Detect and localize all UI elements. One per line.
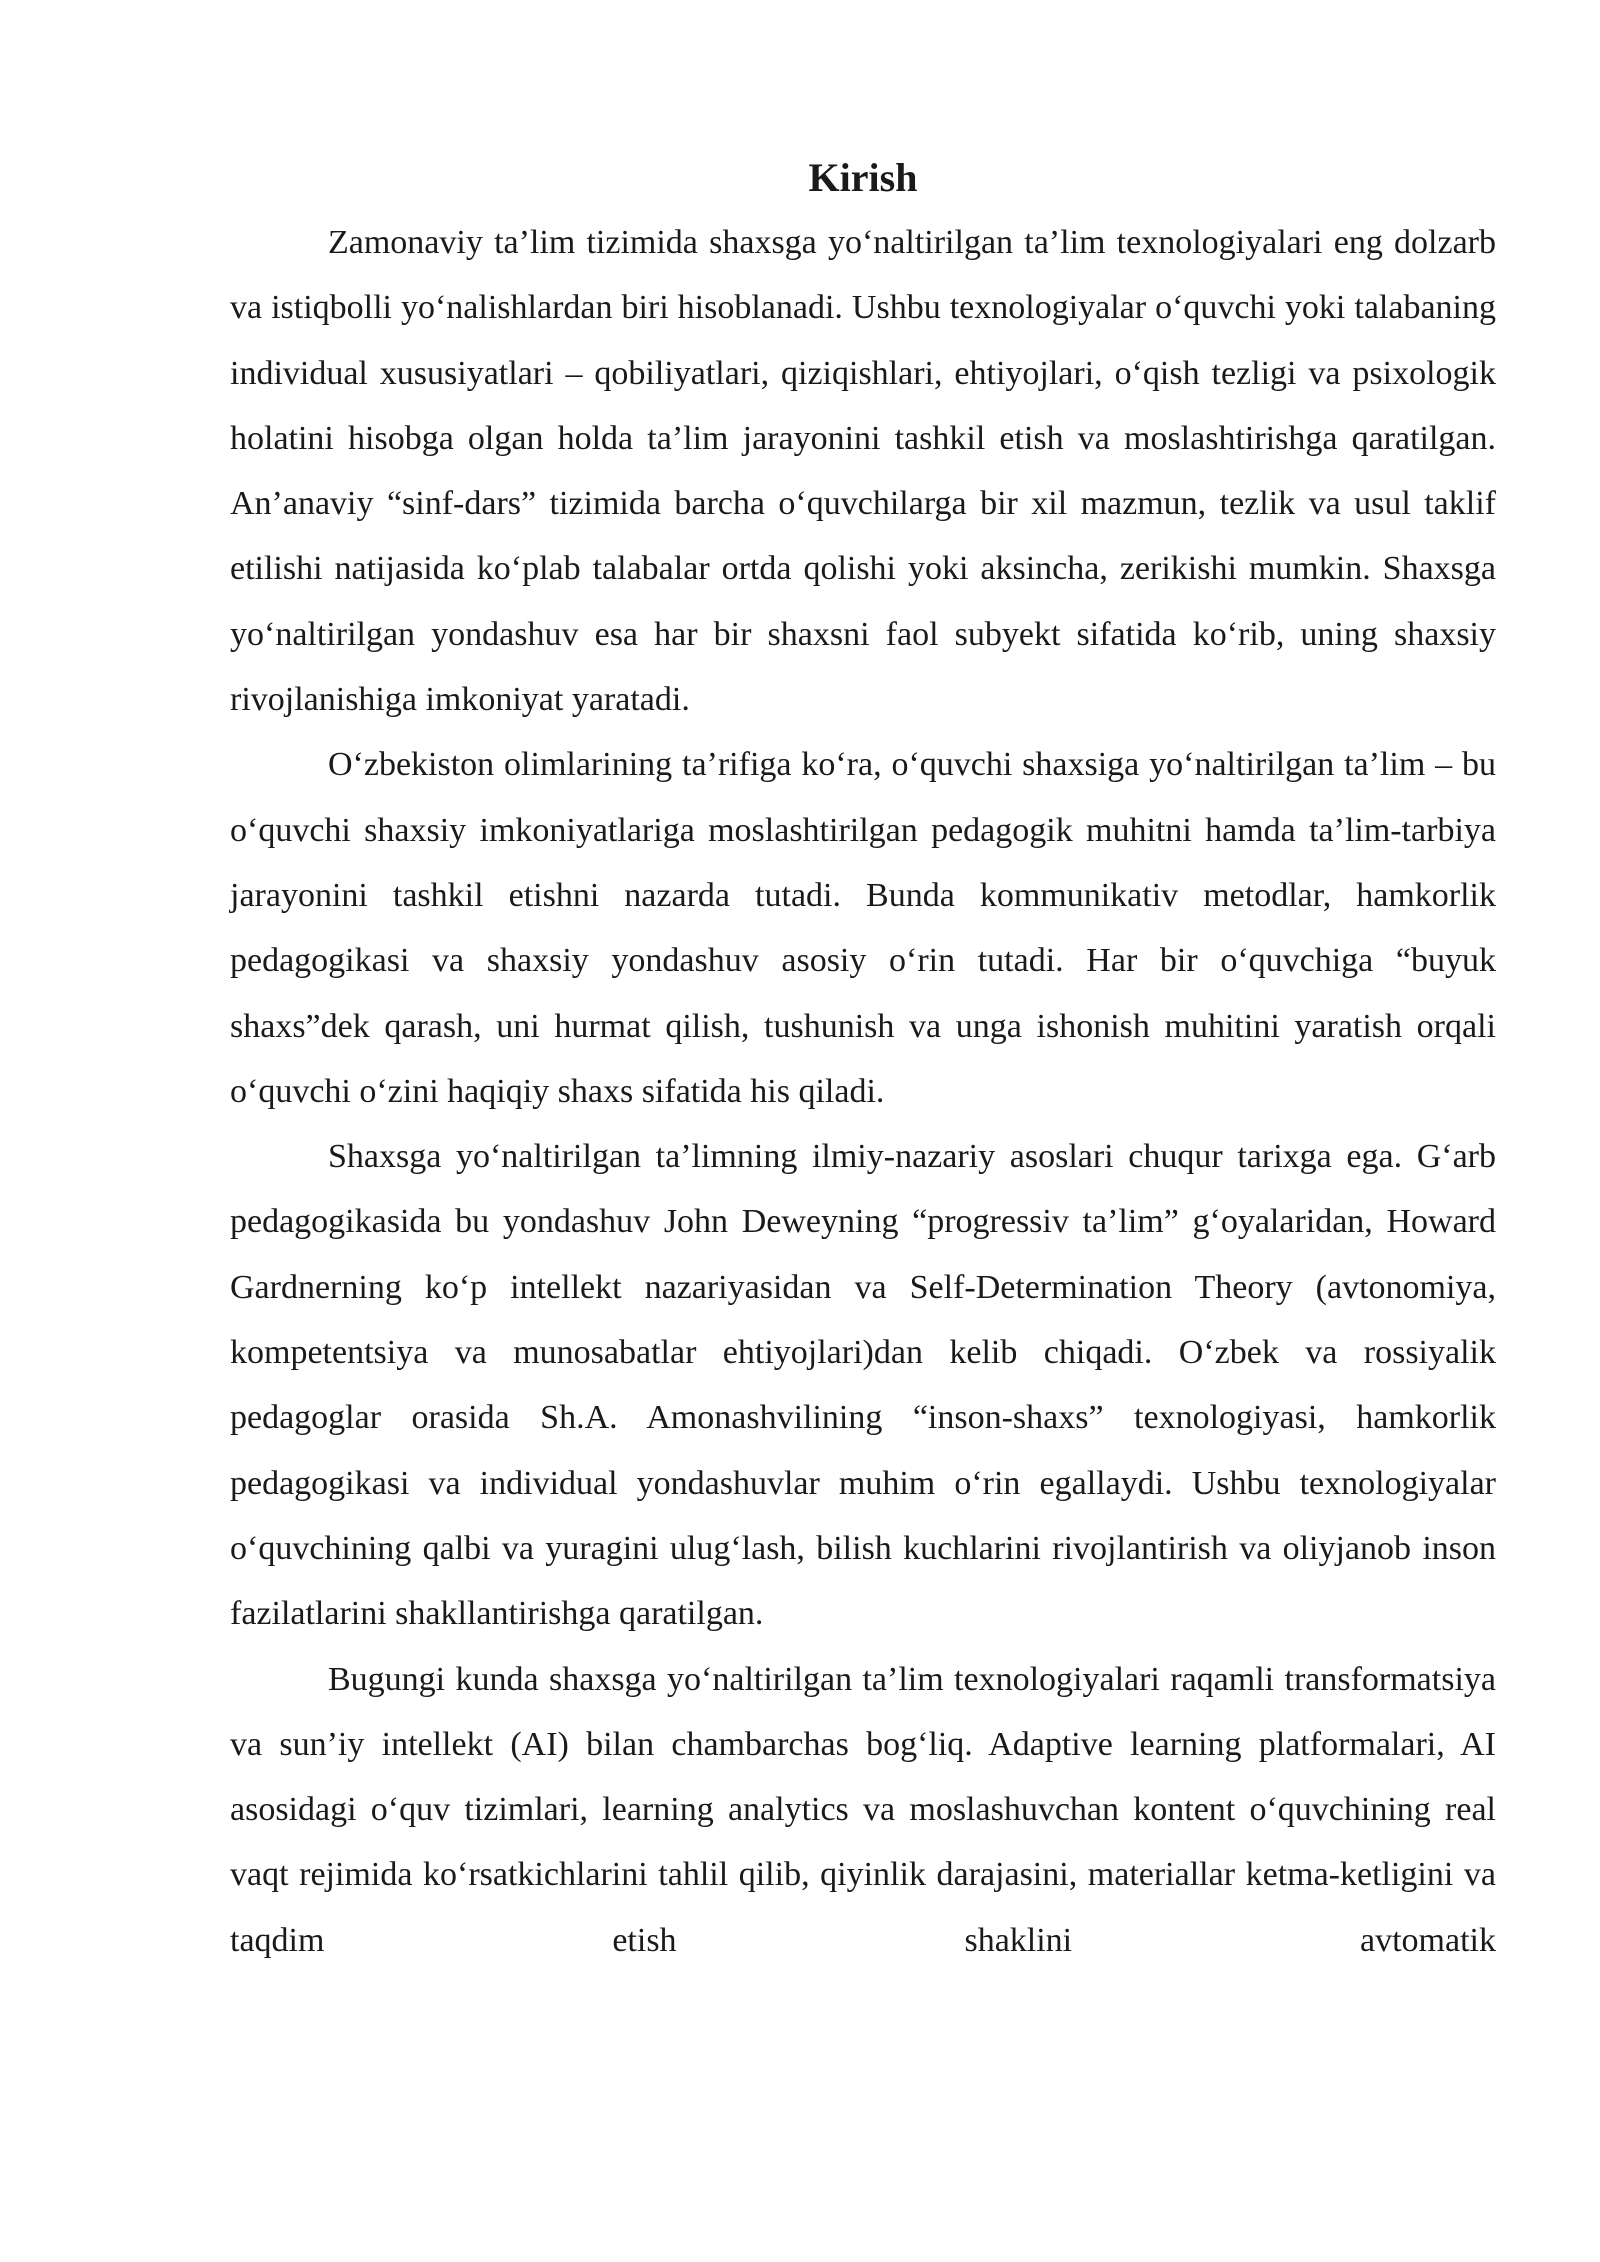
paragraph-2: O‘zbekiston olimlarining ta’rifiga ko‘ra, o‘quvchi shaxsiga yo‘naltirilgan ta’lim – bu o‘quvchi shaxsiy imkoniyatlariga moslashtirilgan pedagogik muhitni hamda ta’lim-tarbiya jarayonini tashkil etishni nazarda tutadi. Bunda kommunikativ metodlar, hamkorlik pedagogikasi va shaxsiy yondashuv asosiy o‘rin tutadi. Har bir o‘quvchiga “buyuk shaxs”dek qarash, uni hurmat qilish, tushunish va unga ishonish muhitini yaratish orqali o‘quvchi o‘zini haqiqiy shaxs sifatida his qiladi. — [230, 746, 1496, 1110]
document-page — [230, 148, 1496, 1973]
document-title: Kirish — [808, 155, 918, 200]
paragraph-3: Shaxsga yo‘naltirilgan ta’limning ilmiy-nazariy asoslari chuqur tarixga ega. G‘arb pedagogikasida bu yondashuv John Deweyning “progressiv ta’lim” g‘oyalaridan, Howard Gardnerning ko‘p intellekt nazariyasidan va Self-Determination Theory (avtonomiya, kompetentsiya va munosabatlar ehtiyojlari)dan kelib chiqadi. O‘zbek va rossiyalik pedagoglar orasida Sh.A. Amonashvilining “inson-shaxs” texnologiyasi, hamkorlik pedagogikasi va individual yondashuvlar muhim o‘rin egallaydi. Ushbu texnologiyalar o‘quvchining qalbi va yuragini ulug‘lash, bilish kuchlarini rivojlantirish va oliyjanob inson fazilatlarini shakllantirishga qaratilgan. — [230, 1138, 1496, 1633]
paragraph-1: Zamonaviy ta’lim tizimida shaxsga yo‘naltirilgan ta’lim texnologiyalari eng dolzarb va istiqbolli yo‘nalishlardan biri hisoblanadi. Ushbu texnologiyalar o‘quvchi yoki talabaning individual xususiyatlari – qobiliyatlari, qiziqishlari, ehtiyojlari, o‘qish tezligi va psixologik holatini hisobga olgan holda ta’lim jarayonini tashkil etish va moslashtirishga qaratilgan. An’anaviy “sinf-dars” tizimida barcha o‘quvchilarga bir xil mazmun, tezlik va usul taklif etilishi natijasida ko‘plab talabalar ortda qolishi yoki aksincha, zerikishi mumkin. Shaxsga yo‘naltirilgan yondashuv esa har bir shaxsni faol subyekt sifatida ko‘rib, uning shaxsiy rivojlanishiga imkoniyat yaratadi. — [230, 224, 1496, 719]
paragraph-4: Bugungi kunda shaxsga yo‘naltirilgan ta’lim texnologiyalari raqamli transformatsiya va sun’iy intellekt (AI) bilan chambarchas bog‘liq. Adaptive learning platformalari, AI asosidagi o‘quv tizimlari, learning analytics va moslashuvchan kontent o‘quvchining real vaqt rejimida ko‘rsatkichlarini tahlil qilib, qiyinlik darajasini, materiallar ketma-ketligini va taqdim etish shaklini avtomatik — [230, 1660, 1496, 1959]
